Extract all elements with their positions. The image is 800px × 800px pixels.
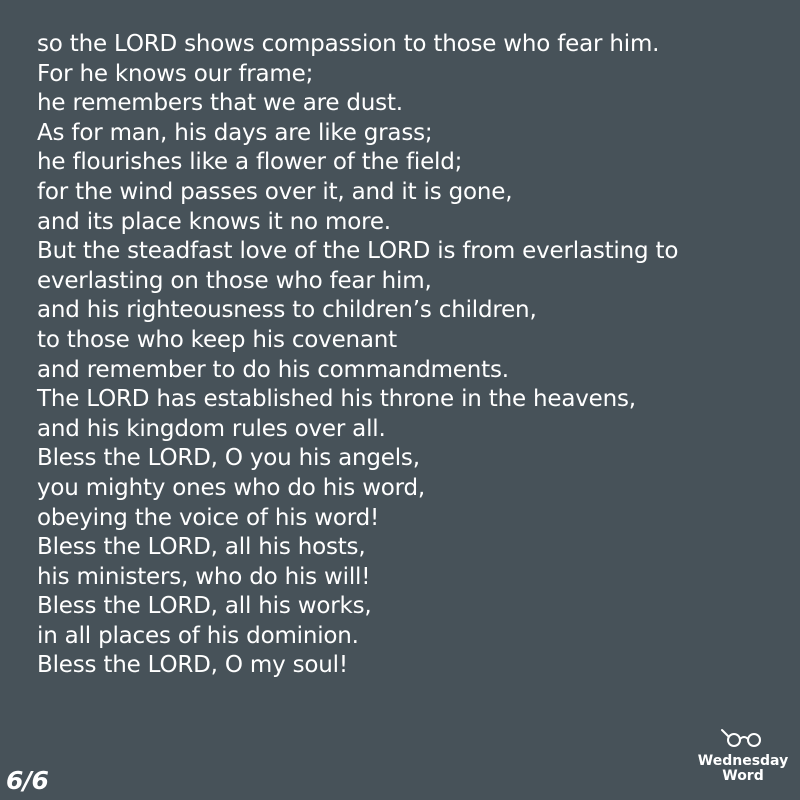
verse-line: in all places of his dominion. (37, 622, 359, 649)
brand-name-line2: Word (722, 768, 764, 784)
verse-line: you mighty ones who do his word, (37, 474, 426, 501)
verse-line: he flourishes like a flower of the field; (37, 149, 463, 176)
verse-line: The LORD has established his throne in the heavens, (37, 386, 636, 413)
verse-line: obeying the voice of his word! (37, 504, 380, 531)
verse-line: for the wind passes over it, and it is gone, (37, 178, 513, 205)
brand-name-line1: Wednesday (697, 753, 789, 769)
verse-line: to those who keep his covenant (37, 326, 398, 353)
verse-line: his ministers, who do his will! (37, 563, 371, 590)
verse-line: and its place knows it no more. (37, 208, 391, 235)
verse-line: Bless the LORD, O you his angels, (37, 445, 420, 472)
verse-line: But the steadfast love of the LORD is from everlasting to (37, 238, 679, 265)
verse-line: For he knows our frame; (37, 60, 314, 87)
verse-line: so the LORD shows compassion to those who fear him. (37, 31, 660, 57)
glasses-icon (688, 726, 798, 748)
verse-line: As for man, his days are like grass; (37, 119, 433, 146)
page-indicator: 6/6 (6, 766, 49, 795)
verse-text (37, 30, 782, 681)
verse-line: and his righteousness to children’s children, (37, 297, 537, 324)
brand-logo (688, 726, 798, 784)
verse-line: he remembers that we are dust. (37, 90, 403, 117)
verse-line: everlasting on those who fear him, (37, 267, 432, 294)
verse-line: Bless the LORD, O my soul! (37, 652, 348, 679)
verse-line: Bless the LORD, all his hosts, (37, 534, 366, 561)
verse-line: and his kingdom rules over all. (37, 415, 386, 442)
verse-line: Bless the LORD, all his works, (37, 593, 372, 620)
verse-line: and remember to do his commandments. (37, 356, 509, 383)
